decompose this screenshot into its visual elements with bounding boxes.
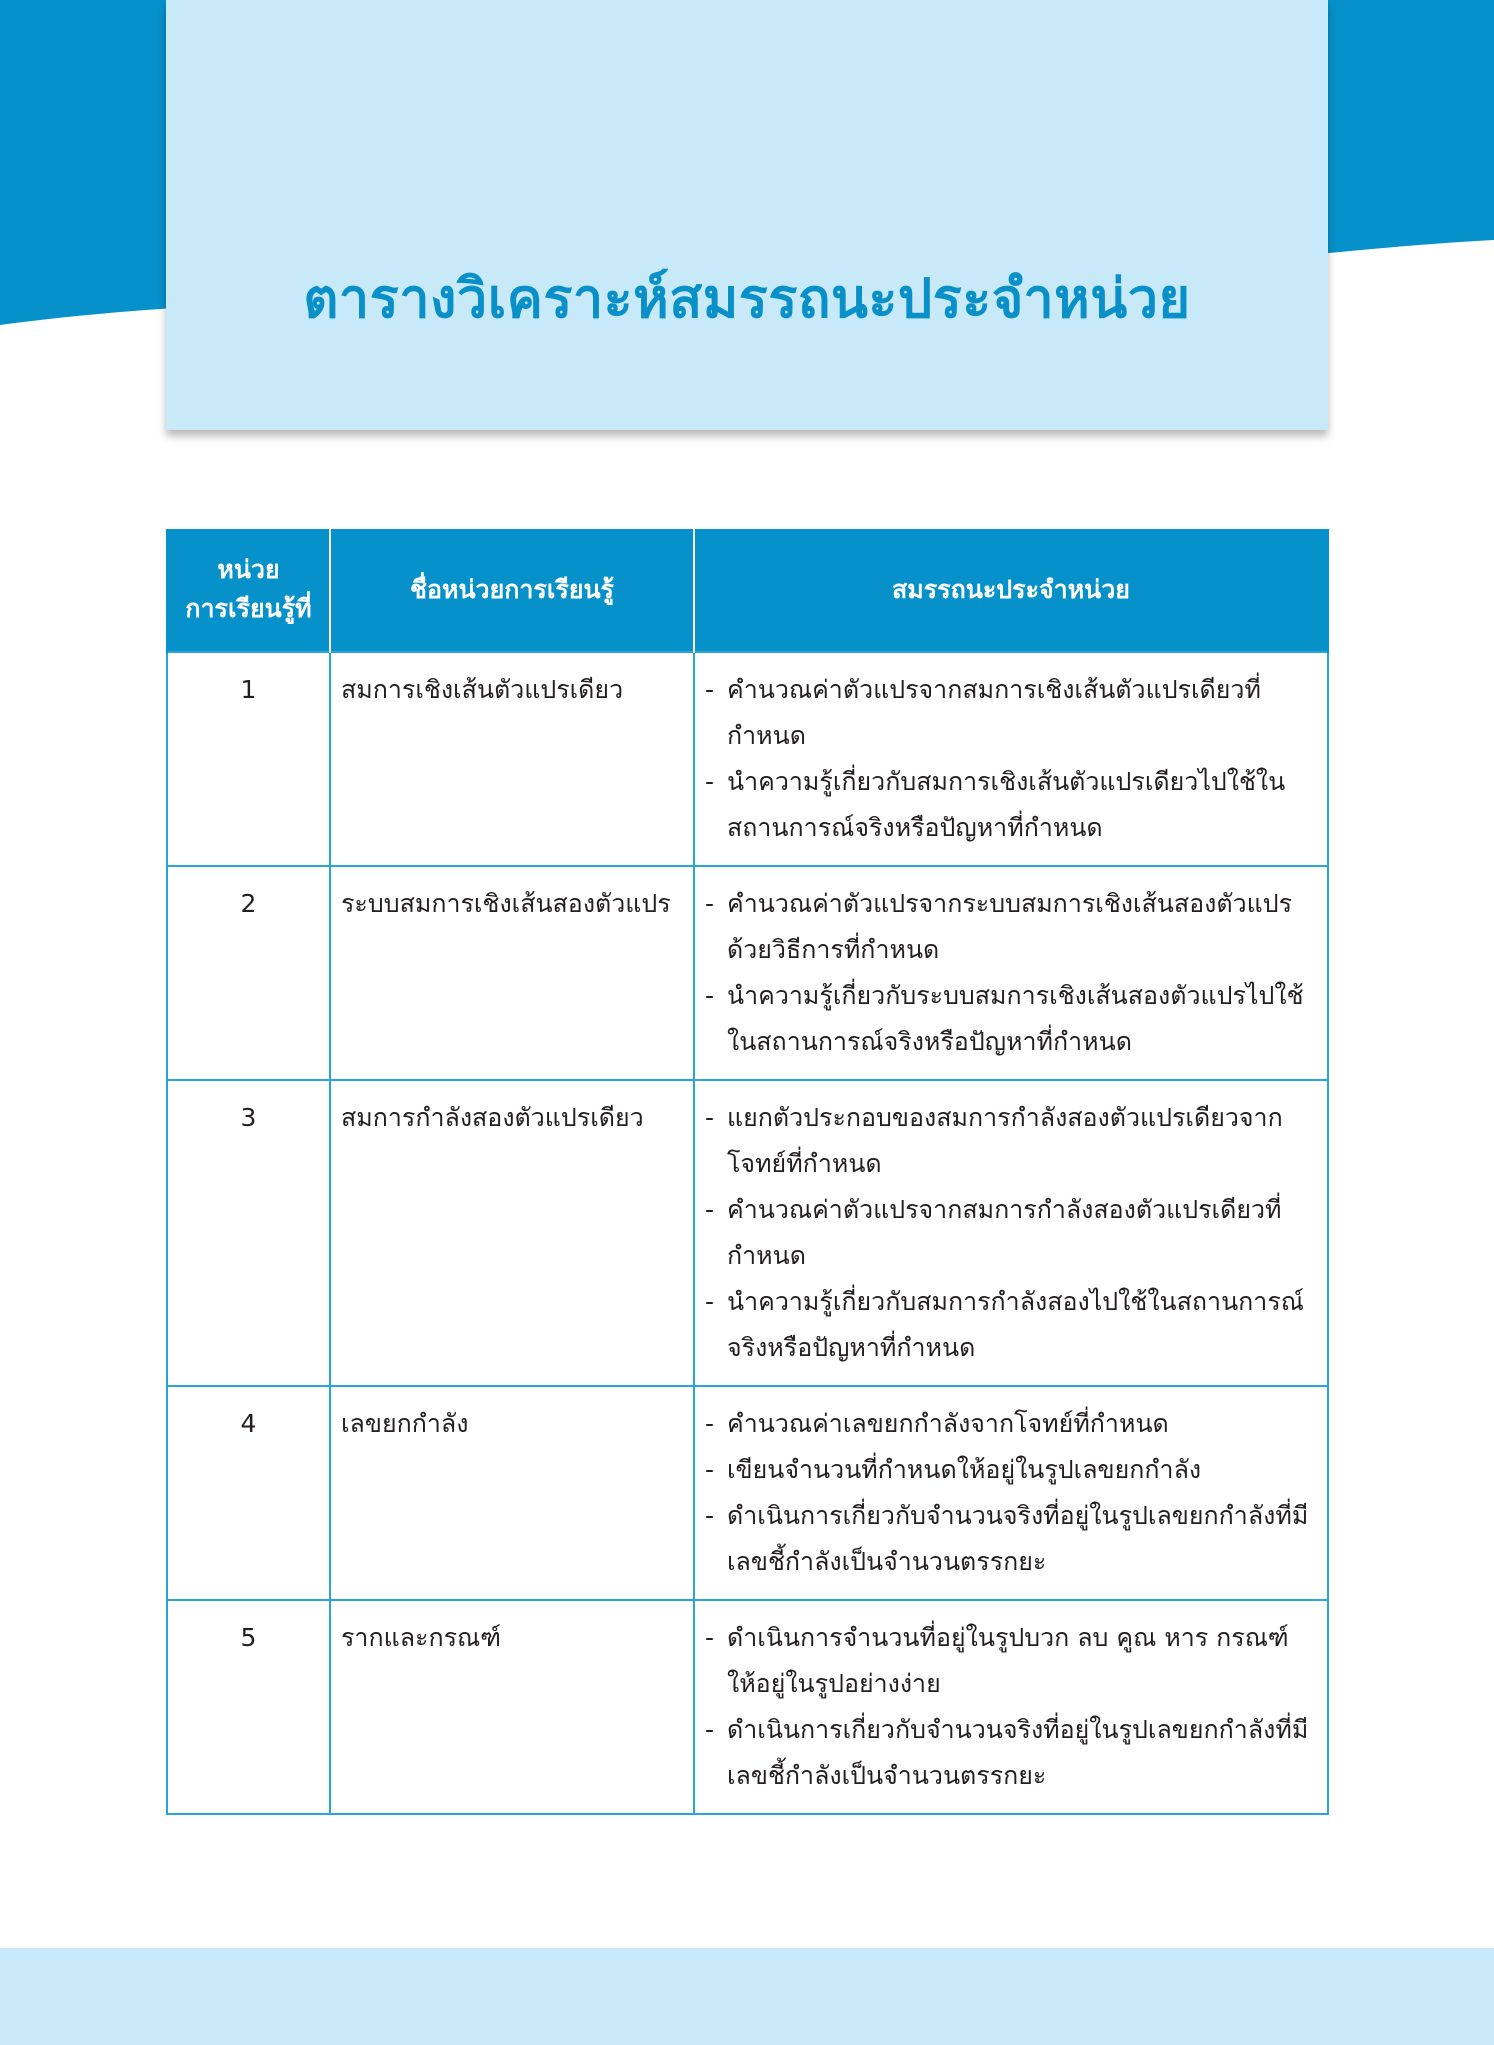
competency-item: - นำความรู้เกี่ยวกับสมการเชิงเส้นตัวแปรเดียวไปใช้ในสถานการณ์จริงหรือปัญหาที่กำหนด (705, 759, 1317, 851)
competency-item: - เขียนจำนวนที่กำหนดให้อยู่ในรูปเลขยกกำลัง (705, 1447, 1317, 1493)
unit-name: เลขยกกำลัง (330, 1386, 694, 1600)
competency-item: - คำนวณค่าตัวแปรจากสมการกำลังสองตัวแปรเดียวที่กำหนด (705, 1187, 1317, 1279)
unit-number: 3 (167, 1080, 330, 1386)
competency-list (705, 667, 1317, 851)
unit-number: 5 (167, 1600, 330, 1814)
competency-list (705, 1401, 1317, 1585)
competency-item: - นำความรู้เกี่ยวกับระบบสมการเชิงเส้นสองตัวแปรไปใช้ในสถานการณ์จริงหรือปัญหาที่กำหนด (705, 973, 1317, 1065)
competency-cell (694, 652, 1328, 866)
header-unit-number (167, 529, 330, 652)
competency-item: - คำนวณค่าตัวแปรจากสมการเชิงเส้นตัวแปรเดียวที่กำหนด (705, 667, 1317, 759)
unit-name: สมการกำลังสองตัวแปรเดียว (330, 1080, 694, 1386)
header-unit-line2: การเรียนรู้ที่ (185, 594, 312, 623)
unit-name: รากและกรณฑ์ (330, 1600, 694, 1814)
title-card (166, 0, 1328, 430)
competency-cell (694, 1386, 1328, 1600)
competency-cell (694, 1080, 1328, 1386)
unit-number: 1 (167, 652, 330, 866)
competency-cell (694, 866, 1328, 1080)
competency-list (705, 1095, 1317, 1371)
table-header-row (167, 529, 1328, 652)
table-row (167, 1600, 1328, 1814)
table-row (167, 866, 1328, 1080)
competency-item: - นำความรู้เกี่ยวกับสมการกำลังสองไปใช้ในสถานการณ์จริงหรือปัญหาที่กำหนด (705, 1279, 1317, 1371)
competency-list (705, 881, 1317, 1065)
competency-item: - ดำเนินการเกี่ยวกับจำนวนจริงที่อยู่ในรูปเลขยกกำลังที่มีเลขชี้กำลังเป็นจำนวนตรรกยะ (705, 1493, 1317, 1585)
competency-item: - คำนวณค่าเลขยกกำลังจากโจทย์ที่กำหนด (705, 1401, 1317, 1447)
competency-cell (694, 1600, 1328, 1814)
header-competency: สมรรถนะประจำหน่วย (694, 529, 1328, 652)
footer-band (0, 1948, 1494, 2045)
unit-number: 4 (167, 1386, 330, 1600)
unit-name: ระบบสมการเชิงเส้นสองตัวแปร (330, 866, 694, 1080)
competency-item: - แยกตัวประกอบของสมการกำลังสองตัวแปรเดียวจากโจทย์ที่กำหนด (705, 1095, 1317, 1187)
header-unit-name: ชื่อหน่วยการเรียนรู้ (330, 529, 694, 652)
competency-table (166, 529, 1329, 1815)
table-row (167, 652, 1328, 866)
competency-item: - ดำเนินการเกี่ยวกับจำนวนจริงที่อยู่ในรูปเลขยกกำลังที่มีเลขชี้กำลังเป็นจำนวนตรรกยะ (705, 1707, 1317, 1799)
competency-list (705, 1615, 1317, 1799)
unit-number: 2 (167, 866, 330, 1080)
competency-item: - คำนวณค่าตัวแปรจากระบบสมการเชิงเส้นสองตัวแปรด้วยวิธีการที่กำหนด (705, 881, 1317, 973)
header-unit-line1: หน่วย (217, 555, 280, 585)
table-row (167, 1080, 1328, 1386)
table-row (167, 1386, 1328, 1600)
competency-item: - ดำเนินการจำนวนที่อยู่ในรูปบวก ลบ คูณ หาร กรณฑ์ให้อยู่ในรูปอย่างง่าย (705, 1615, 1317, 1707)
page-title: ตารางวิเคราะห์สมรรถนะประจำหน่วย (303, 267, 1191, 330)
unit-name: สมการเชิงเส้นตัวแปรเดียว (330, 652, 694, 866)
